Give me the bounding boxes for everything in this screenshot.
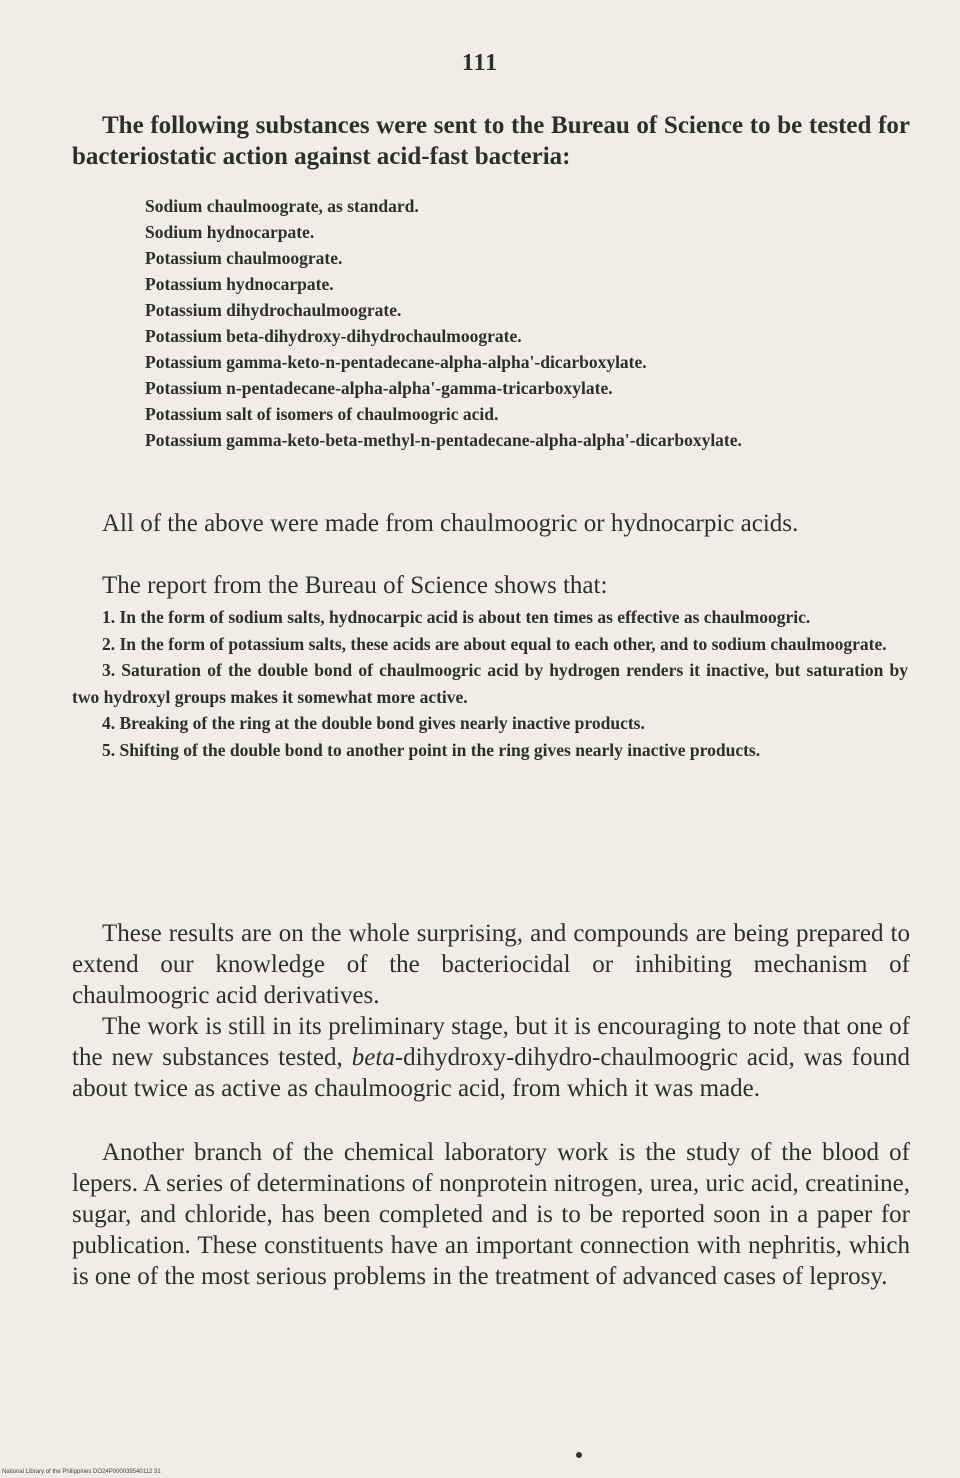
- list-item: Potassium n-pentadecane-alpha-alpha'-gamma-tricarboxylate.: [145, 378, 613, 398]
- work-text-italic: beta: [351, 1044, 395, 1071]
- list-item: Potassium beta-dihydroxy-dihydrochaulmoograte.: [145, 326, 522, 346]
- report-intro: The report from the Bureau of Science shows that:: [102, 572, 608, 599]
- above-note-paragraph: All of the above were made from chaulmoogric or hydnocarpic acids.: [102, 510, 799, 537]
- intro-paragraph: The following substances were sent to the Bureau of Science to be tested for bacteriostatic action against acid-fast bacteria:: [72, 112, 910, 170]
- work-paragraph: [72, 1011, 910, 1104]
- list-item: Sodium hydnocarpate.: [145, 222, 315, 242]
- findings-list: [72, 604, 908, 763]
- work-text-start: The work is still in its preliminary stage, but it is encouraging to note that one of the new substances tested,: [72, 1013, 910, 1071]
- blood-paragraph: Another branch of the chemical laboratory work is the study of the blood of lepers. A series of determinations of nonprotein nitrogen, urea, uric acid, creatinine, sugar, and chloride, has been completed and is to be reported soon in a paper for publication. These constituents have an important connection with nephritis, which is one of the most serious problems in the treatment of advanced cases of leprosy.: [72, 1139, 910, 1290]
- list-item: 1. In the form of sodium salts, hydnocarpic acid is about ten times as effective as chaulmoogric.: [102, 607, 811, 627]
- list-item: Potassium hydnocarpate.: [145, 274, 334, 294]
- list-item: Potassium salt of isomers of chaulmoogric acid.: [145, 404, 499, 424]
- footer-credit: National Library of the Philippines DO24P000039540112 31: [2, 1469, 161, 1475]
- list-item: 4. Breaking of the ring at the double bond gives nearly inactive products.: [102, 713, 645, 733]
- list-item: Potassium chaulmoograte.: [145, 248, 343, 268]
- list-item: Potassium gamma-keto-n-pentadecane-alpha-alpha'-dicarboxylate.: [145, 352, 647, 372]
- list-item: 3. Saturation of the double bond of chaulmoogric acid by hydrogen renders it inactive, but saturation by two hydroxyl groups makes it somewhat more active.: [72, 660, 908, 707]
- list-item: 5. Shifting of the double bond to another point in the ring gives nearly inactive products.: [102, 739, 761, 760]
- list-item: 2. In the form of potassium salts, these acids are about equal to each other, and to sodium chaulmoograte.: [102, 633, 887, 654]
- substance-list: [145, 193, 915, 453]
- list-item: Sodium chaulmoograte, as standard.: [145, 196, 419, 216]
- results-paragraph: These results are on the whole surprising, and compounds are being prepared to extend our knowledge of the bacteriocidal or inhibiting mechanism of chaulmoogric acid derivatives.: [72, 920, 910, 1009]
- list-item: Potassium dihydrochaulmoograte.: [145, 300, 402, 320]
- list-item: Potassium gamma-keto-beta-methyl-n-pentadecane-alpha-alpha'-dicarboxylate.: [145, 430, 742, 450]
- work-text-end: -dihydroxy-dihydro-chaulmoogric acid, was found about twice as active as chaulmoogric acid, from which it was made.: [72, 1044, 910, 1102]
- page-number: 111: [461, 50, 499, 76]
- speck-mark: [576, 1452, 582, 1458]
